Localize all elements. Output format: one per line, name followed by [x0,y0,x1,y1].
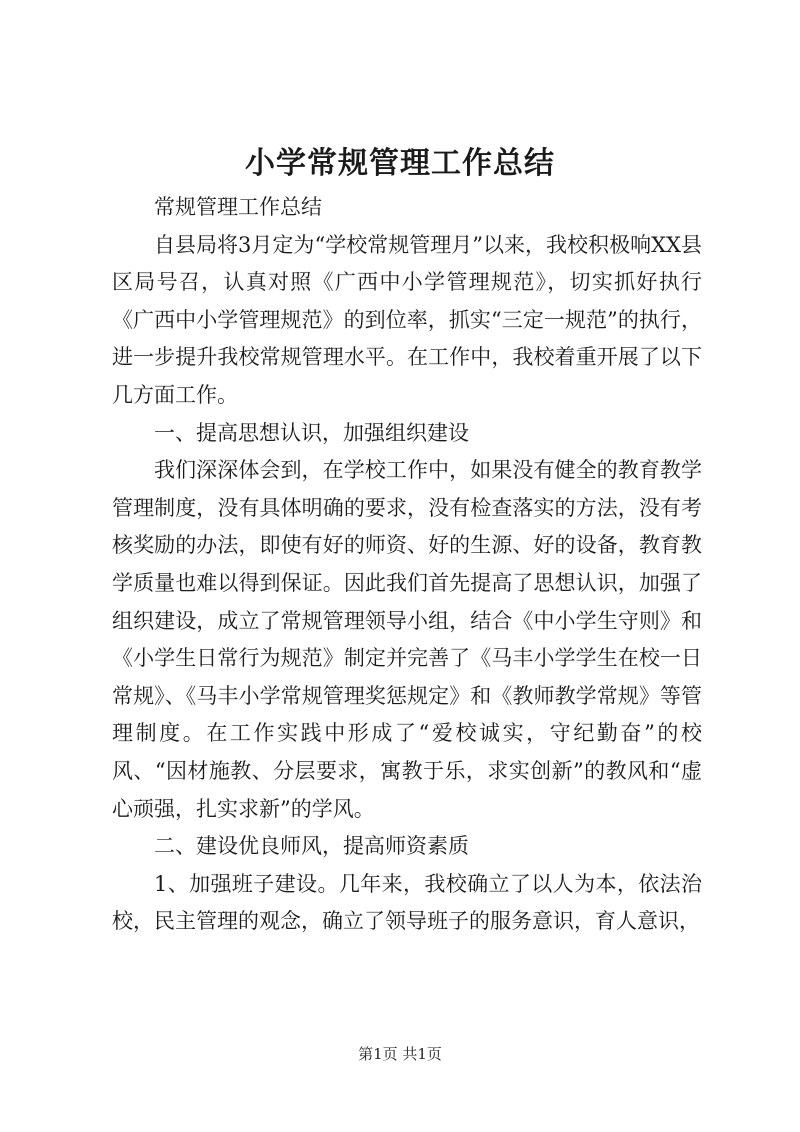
section-heading-1: 一、提高思想认识，加强组织建设 [154,420,469,445]
document-body [112,189,702,941]
section-1-paragraph: 我们深深体会到，在学校工作中，如果没有健全的教育教学管理制度，没有具体明确的要求，没有检查落实的方法，没有考核奖励的办法，即使有好的师资、好的生源、好的设备，教育教学质量也难以得到保证。因此我们首先提高了思想认识，加强了组织建设，成立了常规管理领导小组，结合《中小学生守则》和《小学生日常行为规范》制定并完善了《马丰小学学生在校一日常规》、《马丰小学常规管理奖惩规定》和《教师教学常规》等管理制度。在工作实践中形成了“爱校诚实，守纪勤奋”的校风、“因材施教、分层要求，寓教于乐，求实创新”的教风和“虚心顽强，扎实求新”的学风。 [112,458,702,821]
page-footer: 第1页 共1页 [358,1045,442,1063]
document-title: 小学常规管理工作总结 [245,146,555,181]
section-2-paragraph: 1、加强班子建设。几年来，我校确立了以人为本，依法治校，民主管理的观念，确立了领导班子的服务意识，育人意识， [112,871,702,934]
section-heading-2: 二、建设优良师风，提高师资素质 [154,834,469,859]
intro-paragraph: 自县局将3月定为“学校常规管理月”以来，我校积极响XX县区局号召，认真对照《广西中小学管理规范》，切实抓好执行《广西中小学管理规范》的到位率，抓实“三定一规范”的执行，进一步提升我校常规管理水平。在工作中，我校着重开展了以下几方面工作。 [112,232,702,407]
subtitle-paragraph: 常规管理工作总结 [154,195,322,219]
